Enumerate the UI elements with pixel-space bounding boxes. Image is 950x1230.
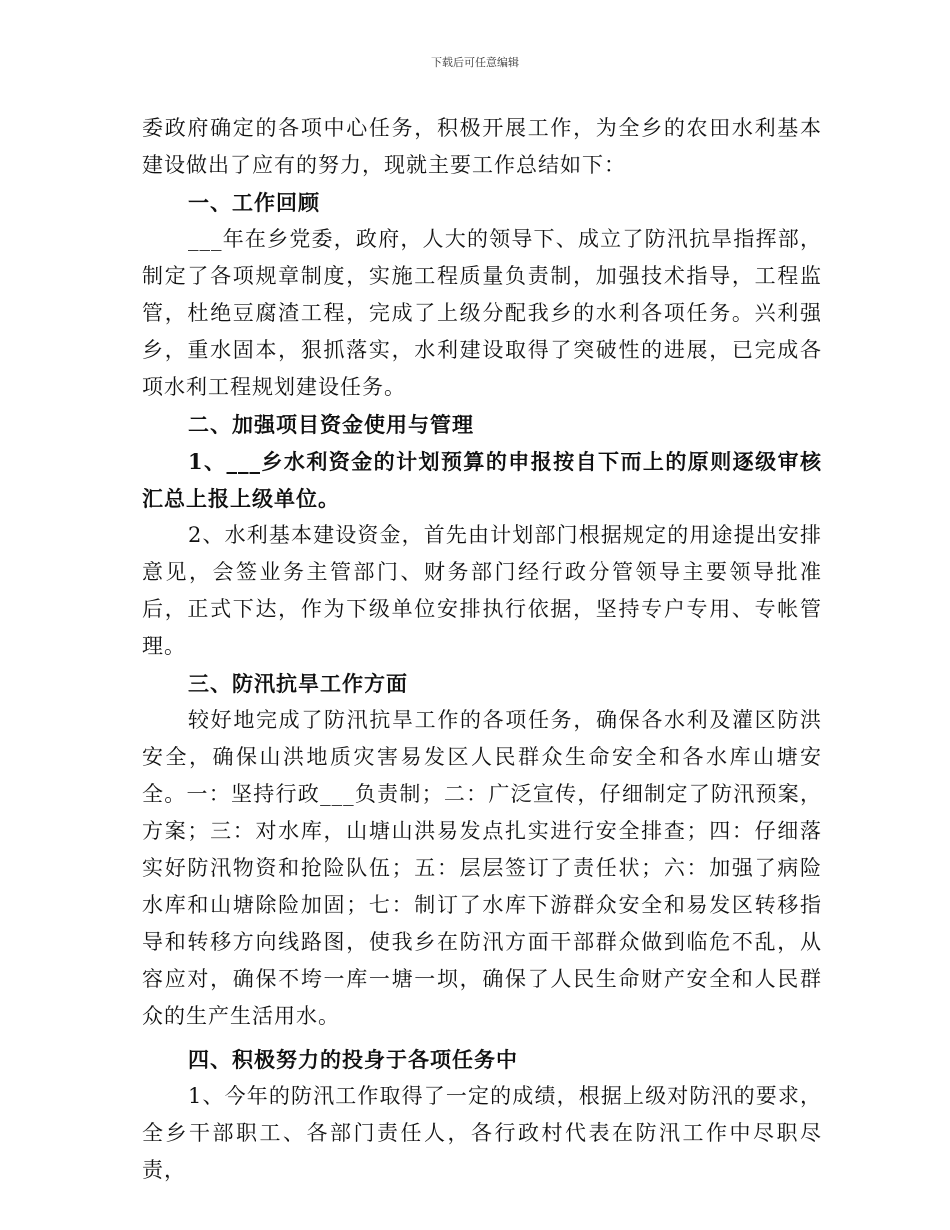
- page-header: 下载后可任意编辑: [431, 56, 519, 69]
- paragraph-funds-2: 2、水利基本建设资金，首先由计划部门根据规定的用途提出安排意见，会签业务主管部门、财务部门经行政分管领导主要领导批准后，正式下达，作为下级单位安排执行依据，坚持专户专用、专帐管理。: [142, 523, 822, 658]
- paragraph-flood-control: 较好地完成了防汛抗旱工作的各项任务，确保各水利及灌区防洪安全，确保山洪地质灾害易发区人民群众生命安全和各水库山塘安全。一：坚持行政___负责制；二：广泛宣传，仔细制定了防汛预案，方案；三：对水库，山塘山洪易发点扎实进行安全排查；四：仔细落实好防汛物资和抢险队伍；五：层层签订了责任状；六：加强了病险水库和山塘除险加固；七：制订了水库下游群众安全和易发区转移指导和转移方向线路图，使我乡在防汛方面干部群众做到临危不乱，从容应对，确保不垮一库一塘一坝，确保了人民生命财产安全和人民群众的生产生活用水。: [142, 708, 822, 1028]
- section-heading-funds: 二、加强项目资金使用与管理: [188, 412, 474, 437]
- section-heading-tasks: 四、积极努力的投身于各项任务中: [188, 1047, 518, 1072]
- section-heading-review: 一、工作回顾: [188, 190, 320, 215]
- document-body: [142, 110, 822, 1189]
- paragraph-intro-continuation: 委政府确定的各项中心任务，积极开展工作，为全乡的农田水利基本建设做出了应有的努力，现就主要工作总结如下：: [142, 116, 822, 177]
- paragraph-tasks-1: 1、今年的防汛工作取得了一定的成绩，根据上级对防汛的要求，全乡干部职工、各部门责任人，各行政村代表在防汛工作中尽职尽责，: [142, 1084, 822, 1182]
- section-heading-flood-control: 三、防汛抗旱工作方面: [188, 671, 408, 696]
- paragraph-funds-1: 1、___乡水利资金的计划预算的申报按自下而上的原则逐级审核汇总上报上级单位。: [142, 449, 823, 511]
- paragraph-review: ___年在乡党委，政府，人大的领导下、成立了防汛抗旱指挥部，制定了各项规章制度，实施工程质量负责制，加强技术指导，工程监管，杜绝豆腐渣工程，完成了上级分配我乡的水利各项任务。兴利强乡，重水固本，狠抓落实，水利建设取得了突破性的进展，已完成各项水利工程规划建设任务。: [142, 227, 822, 399]
